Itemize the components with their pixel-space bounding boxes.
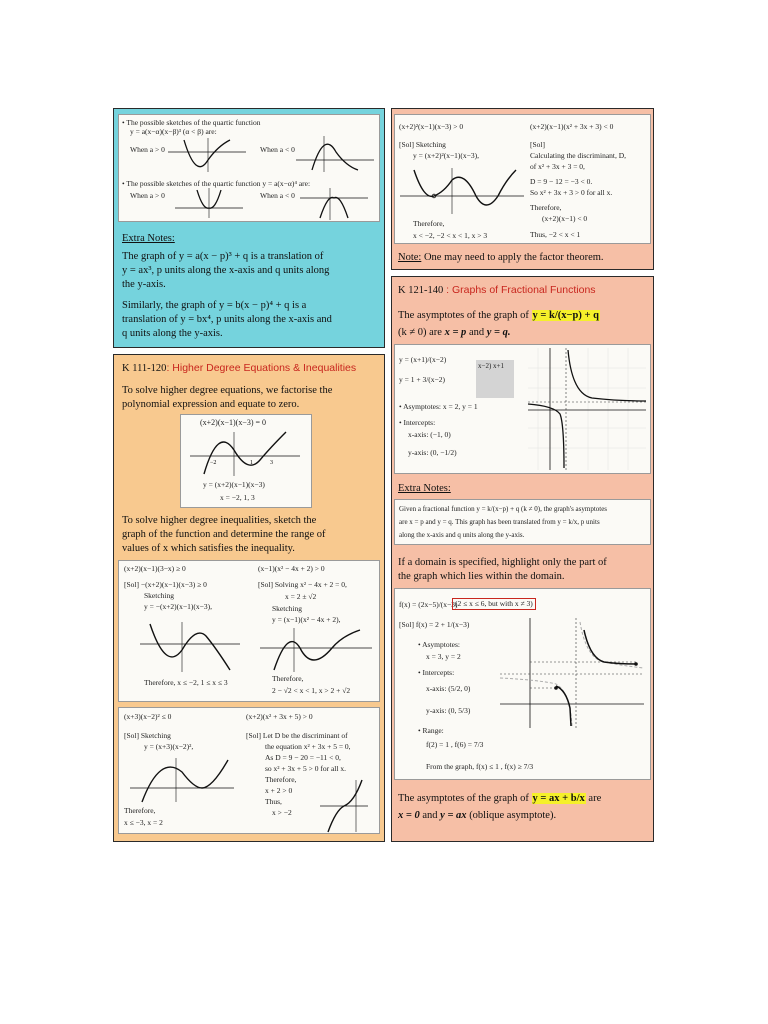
k121-heading (398, 284, 596, 297)
quartic-sketch-pos-2 (175, 188, 245, 218)
equations-intro-2: polynomial expression and equate to zero. (122, 399, 300, 410)
ex2-answer-1: Therefore, (272, 674, 304, 683)
rt-ex1-answer-2: x < −2, −2 < x < 1, x > 3 (413, 231, 488, 240)
domain-note-1: If a domain is specified, highlight only the part of (398, 557, 607, 568)
svg-text:1: 1 (250, 460, 253, 466)
asymptote-rule-2c: and (468, 327, 485, 338)
ex2-question: (x−1)(x² − 4x + 2) > 0 (258, 564, 325, 573)
equation-example: (x+2)(x−1)(x−3) = 0 (200, 418, 267, 427)
domain-intercepts-heading: • Intercepts: (418, 668, 455, 677)
oblique-rule-2 (398, 809, 556, 822)
translation-note-1c: the y-axis. (122, 279, 166, 290)
quartic-text-1: • The possible sketches of the quartic function (122, 118, 261, 127)
ex2-answer-2: 2 − √2 < x < 1, x > 2 + √2 (272, 686, 351, 695)
ex2-graph (260, 628, 375, 672)
factor-theorem-note (398, 251, 604, 264)
oblique-rule-2a: x = 0 (398, 810, 420, 821)
domain-note-2: the graph which lies within the domain. (398, 571, 565, 582)
domain-range-values: f(2) = 1 , f(6) = 7/3 (426, 740, 484, 749)
inequalities-intro-3: values of x which satisfies the inequality. (122, 543, 295, 554)
fractional-formula: y = k/(x−p) + q (532, 310, 599, 321)
fractional-extra-3: along the x-axis and q units along the y-axis. (399, 531, 525, 539)
rt-ex2-sol-6: Therefore, (530, 203, 562, 212)
quartic-text-1b: y = a(x−α)(x−β)³ (α < β) are: (130, 127, 217, 136)
ex4-sol-6: x + 2 > 0 (265, 786, 293, 795)
rt-ex2-sol-1: [Sol] (530, 140, 545, 149)
domain-asymptotes: x = 3, y = 2 (426, 652, 461, 661)
rt-ex1-sol-2: y = (x+2)²(x−1)(x−3), (413, 151, 480, 160)
when-a-negative-1: When a < 0 (260, 145, 295, 154)
ex2-sol-4: y = (x−1)(x² − 4x + 2), (272, 615, 341, 624)
oblique-rule-2c: y = ax (440, 810, 467, 821)
ex4-graph (320, 780, 370, 832)
ex3-answer-1: Therefore, (124, 806, 156, 815)
asymptote-rule-2 (398, 326, 511, 339)
ex1-sol-2: Sketching (144, 591, 174, 600)
ex1-sol-3: y = −(x+2)(x−1)(x−3), (144, 602, 213, 611)
asymptote-rule-2d: y = q. (486, 327, 511, 338)
oblique-rule-2d: (oblique asymptote). (469, 810, 557, 821)
k121-title: : Graphs of Fractional Functions (443, 284, 596, 296)
k121-code: K 121-140 (398, 285, 444, 296)
rt-ex1-graph (400, 168, 526, 214)
ex2-sol-1: [Sol] Solving x² − 4x + 2 = 0, (258, 580, 347, 589)
ex2-sol-3: Sketching (272, 604, 302, 613)
hyperbola-graph (528, 348, 648, 470)
oblique-rule-prefix: The asymptotes of the graph of (398, 793, 529, 804)
cubic-graph-equation (190, 430, 302, 476)
ex4-sol-7: Thus, (265, 797, 282, 806)
domain-sol: [Sol] f(x) = 2 + 1/(x−3) (399, 620, 470, 629)
ex4-sol-3: As D = 9 − 20 = −11 < 0, (265, 753, 341, 762)
translation-note-1a: The graph of y = a(x − p)³ + q is a translation of (122, 251, 324, 262)
fractional-y-intercept: y-axis: (0, −1/2) (408, 448, 457, 457)
equations-intro-1: To solve higher degree equations, we factorise the (122, 385, 333, 396)
svg-text:−2: −2 (210, 460, 217, 466)
long-division: x−2) x+1 (476, 360, 514, 398)
asymptote-rule-2b: x = p (444, 327, 467, 338)
rt-ex2-sol-3: of x² + 3x + 3 = 0, (530, 162, 585, 171)
rt-ex1-sol-1: [Sol] Sketching (399, 140, 446, 149)
rt-ex2-sol-2: Calculating the discriminant, D, (530, 151, 627, 160)
inequalities-intro-1: To solve higher degree inequalities, sketch the (122, 515, 317, 526)
extra-notes-title-2: Extra Notes: (398, 483, 451, 494)
ex4-sol-1: [Sol] Let D be the discriminant of (246, 731, 348, 740)
ex3-sol-2: y = (x+3)(x−2)², (144, 742, 194, 751)
asymptote-rule-prefix: The asymptotes of the graph of (398, 310, 529, 321)
ex4-sol-5: Therefore, (265, 775, 297, 784)
when-a-positive-1: When a > 0 (130, 145, 165, 154)
translation-note-2b: translation of y = bx⁴, p units along the x-axis and (122, 314, 332, 325)
k111-heading (122, 362, 356, 375)
rt-ex2-sol-7: (x+2)(x−1) < 0 (542, 214, 588, 223)
ex1-graph (140, 622, 242, 672)
k111-title: : Higher Degree Equations & Inequalities (166, 362, 357, 374)
ex4-sol-4: so x² + 3x + 5 > 0 for all x. (265, 764, 346, 773)
asymptote-rule-1 (398, 309, 600, 322)
rt-ex2-sol-4: D = 9 − 12 = −3 < 0. (530, 177, 593, 186)
oblique-rule-suffix: are (588, 793, 602, 804)
quartic-sketch-neg-2 (300, 188, 370, 220)
domain-range-heading: • Range: (418, 726, 444, 735)
translation-note-2a: Similarly, the graph of y = b(x − p)⁴ + q is a (122, 300, 307, 311)
rt-ex2-sol-5: So x² + 3x + 3 > 0 for all x. (530, 188, 613, 197)
fractional-extra-2: are x = p and y = q. This graph has been translated from y = k/x, p units (399, 518, 600, 526)
ex3-question: (x+3)(x−2)² ≤ 0 (124, 712, 172, 721)
quartic-sketch-pos-1 (168, 138, 248, 172)
fractional-example-y1: y = (x+1)/(x−2) (399, 355, 447, 364)
domain-asymptotes-heading: • Asymptotes: (418, 640, 461, 649)
equation-y: y = (x+2)(x−1)(x−3) (203, 480, 265, 489)
when-a-negative-2: When a < 0 (260, 191, 295, 200)
when-a-positive-2: When a > 0 (130, 191, 165, 200)
ex3-answer-2: x ≤ −3, x = 2 (124, 818, 163, 827)
rt-ex1-answer-1: Therefore, (413, 219, 445, 228)
inequalities-intro-2: graph of the function and determine the range of (122, 529, 326, 540)
ex4-sol-2: the equation x² + 3x + 5 = 0, (265, 742, 351, 751)
domain-y-intercept: y-axis: (0, 5/3) (426, 706, 471, 715)
note-text: One may need to apply the factor theorem. (421, 252, 604, 263)
translation-note-2c: q units along the y-axis. (122, 328, 223, 339)
oblique-rule-2b: and (422, 810, 438, 821)
fractional-intercepts: • Intercepts: (399, 418, 436, 427)
extra-notes-title-1: Extra Notes: (122, 233, 175, 244)
fractional-asymptotes: • Asymptotes: x = 2, y = 1 (399, 402, 478, 411)
domain-function: f(x) = (2x−5)/(x−3) (399, 600, 458, 609)
domain-range-result: From the graph, f(x) ≤ 1 , f(x) ≥ 7/3 (426, 762, 534, 771)
domain-graph (500, 618, 646, 728)
note-label: Note: (398, 252, 422, 263)
domain-restriction: (2 ≤ x ≤ 6, but with x ≠ 3) (452, 598, 536, 610)
k111-code: K 111-120 (122, 363, 167, 374)
domain-x-intercept: x-axis: (5/2, 0) (426, 684, 471, 693)
fractional-extra-1: Given a fractional function y = k/(x−p) + q (k ≠ 0), the graph's asymptotes (399, 505, 608, 513)
rt-ex2-question: (x+2)(x−1)(x² + 3x + 3) < 0 (530, 122, 614, 131)
quartic-sketch-neg-1 (296, 136, 376, 172)
ex4-question: (x+2)(x² + 3x + 5) > 0 (246, 712, 313, 721)
fractional-example-y2: y = 1 + 3/(x−2) (399, 375, 446, 384)
rt-ex2-sol-8: Thus, −2 < x < 1 (530, 230, 581, 239)
ex1-sol-1: [Sol] −(x+2)(x−1)(x−3) ≥ 0 (124, 580, 207, 589)
quartic-text-2: • The possible sketches of the quartic function y = a(x−α)⁴ are: (122, 179, 311, 188)
fractional-x-intercept: x-axis: (−1, 0) (408, 430, 451, 439)
ex4-sol-8: x > −2 (272, 808, 292, 817)
rt-ex1-question: (x+2)²(x−1)(x−3) > 0 (399, 122, 464, 131)
svg-text:3: 3 (270, 460, 273, 466)
oblique-formula: y = ax + b/x (532, 793, 585, 804)
ex1-answer: Therefore, x ≤ −2, 1 ≤ x ≤ 3 (144, 678, 228, 687)
ex1-question: (x+2)(x−1)(3−x) ≥ 0 (124, 564, 186, 573)
translation-note-1b: y = ax³, p units along the x-axis and q units along (122, 265, 330, 276)
ex3-graph (130, 758, 236, 802)
oblique-rule-1 (398, 792, 601, 805)
asymptote-rule-2a: (k ≠ 0) are (398, 327, 442, 338)
ex3-sol-1: [Sol] Sketching (124, 731, 171, 740)
equation-roots: x = −2, 1, 3 (220, 493, 255, 502)
ex2-sol-2: x = 2 ± √2 (285, 592, 317, 601)
